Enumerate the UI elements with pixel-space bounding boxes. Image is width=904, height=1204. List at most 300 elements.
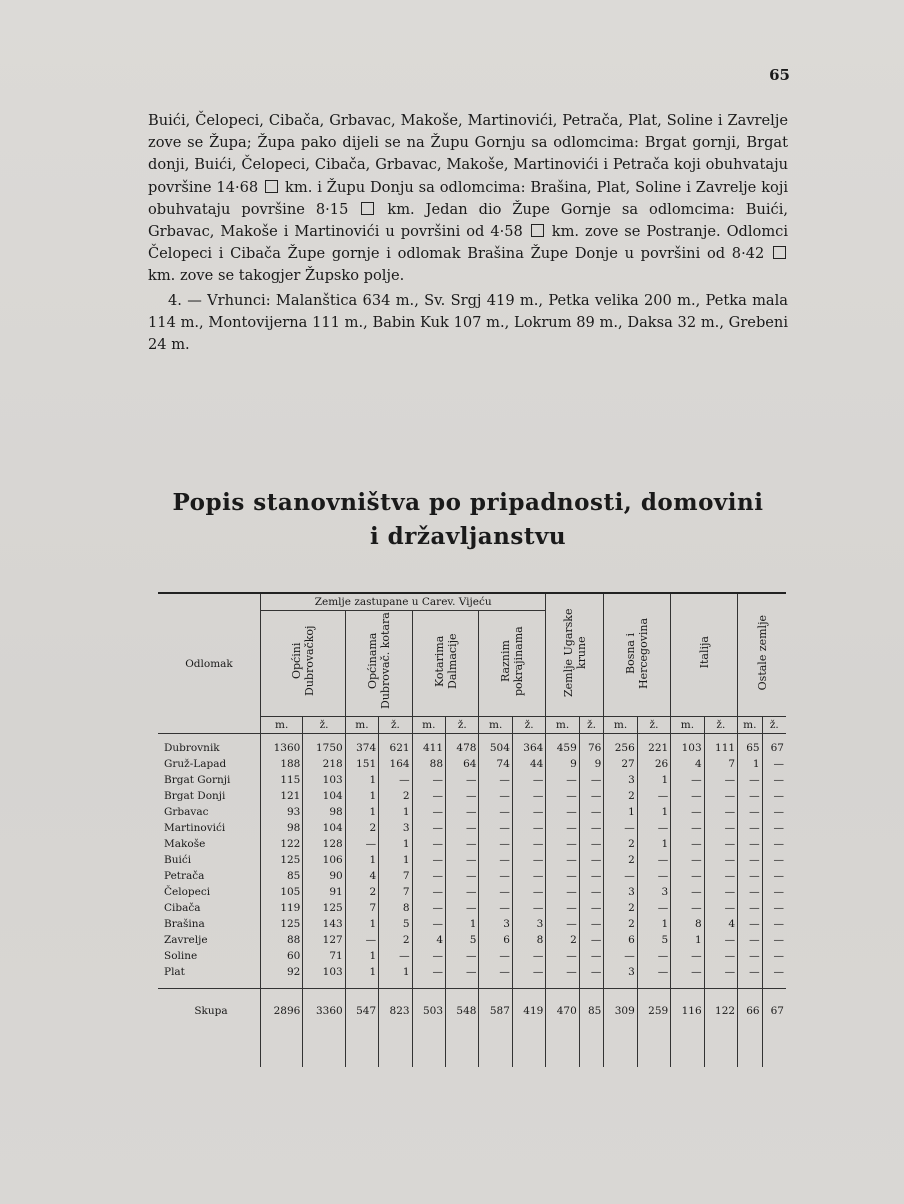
- cell-value: 103: [671, 734, 704, 757]
- cell-value: 115: [261, 772, 303, 788]
- sex-header-z: ž.: [303, 717, 345, 734]
- cell-value: —: [512, 868, 545, 884]
- cell-value: —: [546, 836, 579, 852]
- cell-value: 6: [604, 932, 637, 948]
- cell-value: 4: [671, 756, 704, 772]
- cell-value: —: [704, 788, 737, 804]
- cell-value: 2: [604, 788, 637, 804]
- cell-value: —: [412, 948, 445, 964]
- cell-value: —: [546, 948, 579, 964]
- cell-value: —: [704, 852, 737, 868]
- cell-value: —: [412, 852, 445, 868]
- cell-value: —: [579, 948, 604, 964]
- cell-value: —: [704, 948, 737, 964]
- cell-value: 1: [345, 852, 378, 868]
- cell-value: —: [479, 868, 512, 884]
- tail-cell: [446, 1027, 479, 1067]
- cell-value: 364: [512, 734, 545, 757]
- cell-value: —: [479, 948, 512, 964]
- cell-value: —: [704, 964, 737, 989]
- cell-value: —: [446, 804, 479, 820]
- cell-value: —: [738, 900, 763, 916]
- col-header-raznim: Raznim pokrajinama: [479, 611, 546, 717]
- cell-value: 1: [671, 932, 704, 948]
- cell-value: —: [546, 884, 579, 900]
- cell-value: 71: [303, 948, 345, 964]
- cell-value: 1: [637, 804, 670, 820]
- cell-value: —: [738, 868, 763, 884]
- col-header-opcinama: Općinama Dubrovač. kotara: [345, 611, 412, 717]
- cell-value: —: [446, 820, 479, 836]
- table-row: [158, 948, 786, 964]
- cell-value: —: [762, 820, 786, 836]
- sex-header-z: ž.: [446, 717, 479, 734]
- square-icon: [531, 224, 544, 237]
- cell-value: —: [762, 852, 786, 868]
- cell-value: 1: [379, 964, 412, 989]
- cell-value: —: [546, 852, 579, 868]
- cell-value: —: [604, 868, 637, 884]
- cell-value: —: [446, 836, 479, 852]
- cell-value: 2: [604, 836, 637, 852]
- cell-value: 106: [303, 852, 345, 868]
- table-row: [158, 900, 786, 916]
- paragraph-1e: km. zove se takogjer Župsko polje.: [148, 267, 405, 285]
- cell-value: 3: [379, 820, 412, 836]
- cell-value: 26: [637, 756, 670, 772]
- paragraph-1d: km. zove se Postranje. Odlomci Čelopeci i Cibača Župe gornje i odlomak Brašina Župe Donje u površini od 8·42: [148, 223, 789, 263]
- cell-value: 65: [738, 734, 763, 757]
- cell-value: 1: [637, 836, 670, 852]
- sex-header-z: ž.: [762, 717, 786, 734]
- table-row: [158, 884, 786, 900]
- square-icon: [773, 246, 786, 259]
- cell-value: 27: [604, 756, 637, 772]
- cell-value: —: [546, 820, 579, 836]
- cell-value: —: [412, 804, 445, 820]
- tail-cell: [512, 1027, 545, 1067]
- cell-value: —: [671, 836, 704, 852]
- cell-value: 9: [579, 756, 604, 772]
- cell-value: 3: [604, 772, 637, 788]
- col-header-bosna: Bosna i Hercegovina: [604, 593, 671, 717]
- cell-value: —: [637, 868, 670, 884]
- cell-value: 119: [261, 900, 303, 916]
- cell-value: 128: [303, 836, 345, 852]
- cell-value: —: [671, 964, 704, 989]
- title-line-2: i državljanstvu: [369, 523, 567, 550]
- cell-value: —: [704, 772, 737, 788]
- cell-value: —: [379, 948, 412, 964]
- cell-value: —: [479, 852, 512, 868]
- cell-value: —: [738, 788, 763, 804]
- sum-value: 85: [579, 989, 604, 1028]
- cell-value: —: [671, 900, 704, 916]
- cell-value: 374: [345, 734, 378, 757]
- cell-value: —: [704, 804, 737, 820]
- cell-value: —: [738, 820, 763, 836]
- table-row: [158, 734, 786, 757]
- cell-value: —: [637, 900, 670, 916]
- row-label: Martinovići: [164, 822, 226, 834]
- cell-value: —: [762, 868, 786, 884]
- sex-header-z: ž.: [512, 717, 545, 734]
- row-label: Petrača: [164, 870, 205, 882]
- row-label: Čelopeci: [164, 886, 211, 898]
- tail-cell: [671, 1027, 704, 1067]
- cell-value: 1360: [261, 734, 303, 757]
- cell-value: —: [637, 852, 670, 868]
- paragraph-1c: km. Jedan dio Župe Gornje sa odlomcima: Buići, Grbavac, Makoše i Martinovići u površini od 4·58: [148, 200, 789, 241]
- sum-value: 122: [704, 989, 737, 1028]
- cell-value: —: [546, 788, 579, 804]
- sum-value: 3360: [303, 989, 345, 1028]
- col-header-odlomak: Odlomak: [158, 593, 261, 734]
- title-line-1: Popis stanovništva po pripadnosti, domovini: [172, 489, 764, 516]
- table-row: [158, 964, 786, 989]
- cell-value: —: [512, 884, 545, 900]
- cell-value: —: [762, 900, 786, 916]
- cell-value: 3: [479, 916, 512, 932]
- table-row: [158, 932, 786, 948]
- cell-value: 2: [345, 884, 378, 900]
- cell-value: 1: [446, 916, 479, 932]
- table-row: [158, 756, 786, 772]
- cell-value: —: [546, 916, 579, 932]
- cell-value: —: [479, 772, 512, 788]
- cell-value: —: [671, 820, 704, 836]
- cell-value: 221: [637, 734, 670, 757]
- col-header-kotarima: Kotarima Dalmacije: [412, 611, 479, 717]
- cell-value: —: [546, 964, 579, 989]
- cell-value: 1: [345, 804, 378, 820]
- cell-value: —: [704, 836, 737, 852]
- cell-value: —: [738, 964, 763, 989]
- cell-value: —: [412, 884, 445, 900]
- cell-value: —: [671, 804, 704, 820]
- cell-value: 411: [412, 734, 445, 757]
- cell-value: —: [512, 804, 545, 820]
- cell-value: —: [762, 916, 786, 932]
- cell-value: 67: [762, 734, 786, 757]
- cell-value: —: [738, 804, 763, 820]
- cell-value: —: [671, 868, 704, 884]
- cell-value: 122: [261, 836, 303, 852]
- cell-value: 105: [261, 884, 303, 900]
- cell-value: 90: [303, 868, 345, 884]
- cell-value: 44: [512, 756, 545, 772]
- row-label: Brašina: [164, 918, 205, 930]
- cell-value: 8: [671, 916, 704, 932]
- cell-value: 125: [261, 852, 303, 868]
- table-row: [158, 820, 786, 836]
- cell-value: —: [738, 932, 763, 948]
- cell-value: 188: [261, 756, 303, 772]
- sex-header-z: ž.: [379, 717, 412, 734]
- cell-value: —: [412, 964, 445, 989]
- cell-value: 3: [637, 884, 670, 900]
- cell-value: 64: [446, 756, 479, 772]
- cell-value: —: [512, 836, 545, 852]
- cell-value: —: [412, 820, 445, 836]
- cell-value: —: [579, 804, 604, 820]
- row-label: Dubrovnik: [164, 742, 220, 754]
- cell-value: 103: [303, 772, 345, 788]
- sex-header-z: ž.: [637, 717, 670, 734]
- cell-value: 1: [604, 804, 637, 820]
- cell-value: —: [546, 900, 579, 916]
- cell-value: —: [604, 820, 637, 836]
- cell-value: 1: [379, 836, 412, 852]
- row-label: Brgat Gornji: [164, 774, 231, 786]
- cell-value: —: [762, 884, 786, 900]
- sum-value: 823: [379, 989, 412, 1028]
- row-label: Zavrelje: [164, 934, 208, 946]
- col-header-ostale: Ostale zemlje: [738, 593, 786, 717]
- cell-value: —: [579, 900, 604, 916]
- cell-value: 1: [379, 852, 412, 868]
- cell-value: —: [446, 788, 479, 804]
- cell-value: 2: [345, 820, 378, 836]
- cell-value: —: [446, 900, 479, 916]
- section-title: [148, 486, 788, 554]
- cell-value: 621: [379, 734, 412, 757]
- col-header-italija: Italija: [671, 593, 738, 717]
- cell-value: —: [412, 916, 445, 932]
- tail-cell: [762, 1027, 786, 1067]
- sum-value: 259: [637, 989, 670, 1028]
- sum-value: 67: [762, 989, 786, 1028]
- cell-value: 5: [446, 932, 479, 948]
- page-number: 65: [769, 66, 790, 84]
- cell-value: —: [671, 884, 704, 900]
- sex-header-m: m.: [671, 717, 704, 734]
- cell-value: —: [704, 820, 737, 836]
- cell-value: —: [579, 788, 604, 804]
- tail-cell: [303, 1027, 345, 1067]
- cell-value: —: [579, 916, 604, 932]
- cell-value: —: [579, 852, 604, 868]
- cell-value: 6: [479, 932, 512, 948]
- cell-value: 88: [261, 932, 303, 948]
- sex-header-m: m.: [345, 717, 378, 734]
- cell-value: 5: [379, 916, 412, 932]
- table-row: [158, 916, 786, 932]
- sum-value: 548: [446, 989, 479, 1028]
- sum-value: 547: [345, 989, 378, 1028]
- paragraph-zupa: [148, 110, 788, 288]
- cell-value: 478: [446, 734, 479, 757]
- cell-value: 7: [379, 884, 412, 900]
- cell-value: —: [762, 756, 786, 772]
- cell-value: —: [637, 948, 670, 964]
- sex-header-m: m.: [546, 717, 579, 734]
- tail-cell: [579, 1027, 604, 1067]
- cell-value: —: [704, 868, 737, 884]
- cell-value: —: [579, 932, 604, 948]
- cell-value: —: [446, 884, 479, 900]
- cell-value: —: [579, 884, 604, 900]
- cell-value: —: [579, 772, 604, 788]
- paragraph-vrhunci: 4. — Vrhunci: Malanštica 634 m., Sv. Srgj 419 m., Petka velika 200 m., Petka mala 114 m., Montovijerna 111 m., Babin Kuk 107 m., Lokrum 89 m., Daksa 32 m., Grebeni 24 m.: [148, 291, 788, 354]
- body-text: [148, 110, 788, 356]
- cell-value: —: [512, 964, 545, 989]
- cell-value: —: [671, 948, 704, 964]
- cell-value: 7: [345, 900, 378, 916]
- cell-value: —: [512, 948, 545, 964]
- cell-value: —: [479, 964, 512, 989]
- cell-value: 127: [303, 932, 345, 948]
- cell-value: —: [704, 900, 737, 916]
- cell-value: —: [671, 772, 704, 788]
- sum-value: 587: [479, 989, 512, 1028]
- cell-value: —: [704, 932, 737, 948]
- cell-value: —: [637, 820, 670, 836]
- cell-value: 60: [261, 948, 303, 964]
- row-label: Grbavac: [164, 806, 209, 818]
- cell-value: 121: [261, 788, 303, 804]
- square-icon: [361, 202, 374, 215]
- cell-value: —: [738, 948, 763, 964]
- cell-value: 9: [546, 756, 579, 772]
- cell-value: 74: [479, 756, 512, 772]
- cell-value: —: [738, 884, 763, 900]
- table-body: [158, 734, 786, 1068]
- cell-value: —: [546, 772, 579, 788]
- cell-value: 1: [637, 916, 670, 932]
- tail-cell: [412, 1027, 445, 1067]
- sum-label: Skupa: [158, 989, 261, 1028]
- cell-value: 2: [604, 852, 637, 868]
- cell-value: 88: [412, 756, 445, 772]
- cell-value: —: [546, 804, 579, 820]
- cell-value: 4: [412, 932, 445, 948]
- cell-value: 3: [512, 916, 545, 932]
- census-table: [158, 592, 786, 1067]
- cell-value: 2: [379, 932, 412, 948]
- row-label: Plat: [164, 966, 185, 978]
- table-row: [158, 788, 786, 804]
- cell-value: 91: [303, 884, 345, 900]
- cell-value: 143: [303, 916, 345, 932]
- cell-value: —: [479, 804, 512, 820]
- table-row: [158, 804, 786, 820]
- sum-value: 470: [546, 989, 579, 1028]
- col-header-ugarske: Zemlje Ugarske krune: [546, 593, 604, 717]
- row-label: Cibača: [164, 902, 201, 914]
- cell-value: 2: [379, 788, 412, 804]
- cell-value: —: [738, 772, 763, 788]
- cell-value: 3: [604, 884, 637, 900]
- sum-value: 419: [512, 989, 545, 1028]
- group-header: Zemlje zastupane u Carev. Vijeću: [261, 593, 546, 611]
- sum-row: [158, 989, 786, 1028]
- tail-cell: [345, 1027, 378, 1067]
- cell-value: —: [579, 964, 604, 989]
- cell-value: —: [704, 884, 737, 900]
- cell-value: —: [762, 772, 786, 788]
- cell-value: 504: [479, 734, 512, 757]
- cell-value: 103: [303, 964, 345, 989]
- cell-value: 125: [261, 916, 303, 932]
- cell-value: —: [412, 900, 445, 916]
- cell-value: —: [446, 868, 479, 884]
- cell-value: —: [762, 932, 786, 948]
- cell-value: —: [671, 788, 704, 804]
- cell-value: 1750: [303, 734, 345, 757]
- cell-value: 98: [303, 804, 345, 820]
- cell-value: —: [579, 868, 604, 884]
- sex-header-m: m.: [738, 717, 763, 734]
- paragraph-1a: Buići, Čelopeci, Cibača, Grbavac, Makoše, Martinovići, Petrača, Plat, Soline i Zavrelje zove se Župa; Župa pako dijeli se na Župu Gornju sa odlomcima: Brgat gornji, Brgat donji, Buići, Čelopeci, Cibača, Grbavac, Makoše, Martinovići i Petrača koji obuhvataju površine 14·68: [148, 112, 788, 196]
- cell-value: —: [379, 772, 412, 788]
- table-row: [158, 852, 786, 868]
- cell-value: 1: [637, 772, 670, 788]
- sum-value: 116: [671, 989, 704, 1028]
- cell-value: 2: [604, 900, 637, 916]
- cell-value: —: [512, 852, 545, 868]
- cell-value: —: [579, 820, 604, 836]
- cell-value: —: [579, 836, 604, 852]
- sum-value: 66: [738, 989, 763, 1028]
- cell-value: 1: [379, 804, 412, 820]
- table-row: [158, 836, 786, 852]
- cell-value: 1: [345, 948, 378, 964]
- cell-value: —: [738, 916, 763, 932]
- cell-value: —: [637, 788, 670, 804]
- tail-cell: [261, 1027, 303, 1067]
- cell-value: —: [446, 964, 479, 989]
- tail-cell: [738, 1027, 763, 1067]
- tail-cell: [158, 1027, 261, 1067]
- cell-value: —: [512, 820, 545, 836]
- cell-value: 8: [379, 900, 412, 916]
- cell-value: —: [738, 836, 763, 852]
- row-label: Gruž-Lapad: [164, 758, 227, 770]
- cell-value: —: [479, 836, 512, 852]
- cell-value: —: [479, 820, 512, 836]
- cell-value: —: [762, 836, 786, 852]
- cell-value: 218: [303, 756, 345, 772]
- sex-header-m: m.: [261, 717, 303, 734]
- sex-header-z: ž.: [579, 717, 604, 734]
- cell-value: —: [762, 788, 786, 804]
- cell-value: 4: [345, 868, 378, 884]
- sum-value: 2896: [261, 989, 303, 1028]
- cell-value: 256: [604, 734, 637, 757]
- cell-value: 93: [261, 804, 303, 820]
- cell-value: —: [762, 948, 786, 964]
- cell-value: 104: [303, 820, 345, 836]
- cell-value: 459: [546, 734, 579, 757]
- cell-value: —: [345, 932, 378, 948]
- cell-value: 3: [604, 964, 637, 989]
- tail-cell: [379, 1027, 412, 1067]
- cell-value: 125: [303, 900, 345, 916]
- cell-value: 1: [345, 916, 378, 932]
- sex-header-m: m.: [479, 717, 512, 734]
- cell-value: 7: [379, 868, 412, 884]
- sum-value: 309: [604, 989, 637, 1028]
- cell-value: —: [446, 772, 479, 788]
- cell-value: 164: [379, 756, 412, 772]
- cell-value: —: [479, 788, 512, 804]
- sex-header-m: m.: [412, 717, 445, 734]
- cell-value: —: [412, 788, 445, 804]
- cell-value: 1: [738, 756, 763, 772]
- cell-value: —: [412, 836, 445, 852]
- cell-value: 5: [637, 932, 670, 948]
